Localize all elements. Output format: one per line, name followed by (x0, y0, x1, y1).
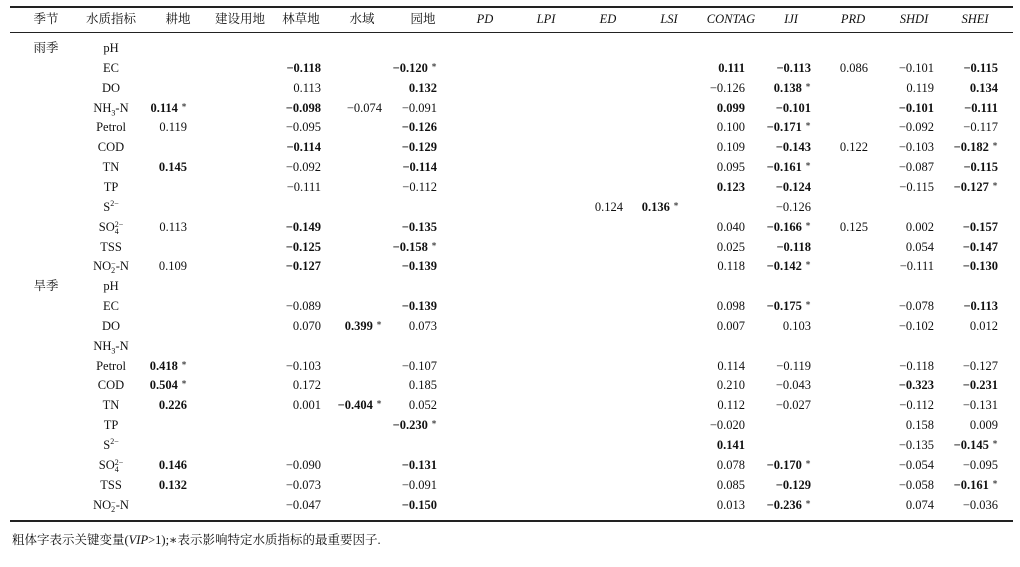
header-construction-land: 建设用地 (214, 12, 266, 26)
table-cell: 0.095 (716, 160, 745, 174)
table-cell: −0.058 (898, 478, 934, 492)
indicator-tss: TSS (100, 478, 122, 492)
table-cell: 0.113 (159, 220, 187, 234)
table-cell: 0.119 (159, 120, 187, 134)
indicator-s2: $S^{2-}$ (103, 198, 119, 214)
table-cell: −0.112 (899, 398, 934, 412)
table-cell: 0.100 (716, 120, 745, 134)
indicator-tp: TP (103, 418, 119, 432)
table-cell: 0.052 (408, 398, 437, 412)
key-factor-mark: ∗ (672, 199, 679, 209)
indicator-cod: COD (97, 140, 125, 154)
key-factor-mark: ∗ (991, 179, 998, 189)
table-cell: −0.130 (962, 259, 998, 273)
table-cell: −0.230 ∗ (392, 417, 437, 432)
header-shei: SHEI (961, 12, 989, 26)
table-cell: −0.175 ∗ (766, 298, 811, 313)
table-cell: −0.115 (963, 61, 998, 75)
table-cell: −0.095 (285, 120, 321, 134)
table-cell: −0.147 (962, 240, 998, 254)
table-cell: 0.185 (408, 378, 437, 392)
key-factor-mark: ∗ (375, 397, 382, 407)
table-cell: −0.142 ∗ (766, 258, 811, 273)
table-cell: 0.012 (969, 319, 998, 333)
table-cell: −0.111 (964, 101, 998, 115)
table-cell: 0.146 (158, 458, 187, 472)
key-factor-mark: ∗ (180, 377, 187, 387)
indicator-no2-n: NO − 2 -N (93, 259, 129, 276)
table-cell: −0.120 ∗ (392, 60, 437, 75)
header-indicator: 水质指标 (85, 12, 137, 26)
table-cell: −0.113 (963, 299, 998, 313)
note-text: 粗体字表示关键变量(VIP>1);∗表示影响特定水质指标的最重要因子. (12, 533, 381, 547)
indicator-petrol: Petrol (96, 120, 126, 134)
table-cell: 0.001 (292, 398, 321, 412)
table-cell: 0.078 (716, 458, 745, 472)
table-cell: −0.126 (401, 120, 437, 134)
table-cell: −0.087 (898, 160, 934, 174)
table-cell: 0.109 (158, 259, 187, 273)
table-cell: −0.126 (775, 200, 811, 214)
table-cell: 0.085 (716, 478, 745, 492)
indicator-ph: pH (103, 279, 119, 293)
table-cell: −0.127 (285, 259, 321, 273)
table-cell: 0.158 (905, 418, 934, 432)
indicator-cod: COD (97, 378, 125, 392)
indicator-tn: TN (102, 160, 120, 174)
table-cell: −0.114 (286, 140, 321, 154)
key-factor-mark: ∗ (991, 477, 998, 487)
table-cell: −0.074 (346, 101, 382, 115)
table-cell: 0.141 (716, 438, 745, 452)
table-cell: 0.504 ∗ (149, 377, 187, 392)
header-pd: PD (476, 12, 494, 26)
key-factor-mark: ∗ (804, 219, 811, 229)
table-cell: −0.020 (709, 418, 745, 432)
table-cell: −0.101 (775, 101, 811, 115)
table-cell: −0.118 (286, 61, 321, 75)
table-cell: −0.103 (285, 359, 321, 373)
header-rule (10, 32, 1013, 33)
table-cell: −0.054 (898, 458, 934, 472)
table-cell: 0.025 (716, 240, 745, 254)
key-factor-mark: ∗ (804, 119, 811, 129)
indicator-ec: EC (103, 61, 119, 75)
table-cell: −0.170 ∗ (766, 457, 811, 472)
indicator-ph: pH (103, 41, 119, 55)
header-season: 季节 (33, 12, 59, 26)
indicator-do: DO (101, 319, 121, 333)
table-cell: −0.323 (898, 378, 934, 392)
indicator-tp: TP (103, 180, 119, 194)
table-cell: −0.131 (962, 398, 998, 412)
key-factor-mark: ∗ (804, 80, 811, 90)
table-cell: 0.073 (408, 319, 437, 333)
table-cell: −0.139 (401, 299, 437, 313)
table-cell: −0.171 ∗ (766, 119, 811, 134)
table-cell: 0.113 (293, 81, 321, 95)
table-cell: 0.114 (717, 359, 745, 373)
indicator-ec: EC (103, 299, 119, 313)
table-cell: −0.135 (401, 220, 437, 234)
key-factor-mark: ∗ (180, 100, 187, 110)
table-cell: 0.172 (292, 378, 321, 392)
table-cell: 0.054 (905, 240, 934, 254)
table-cell: −0.143 (775, 140, 811, 154)
key-factor-mark: ∗ (991, 437, 998, 447)
table-cell: 0.098 (716, 299, 745, 313)
table-cell: −0.117 (963, 120, 998, 134)
season-label-1: 旱季 (33, 279, 59, 293)
table-cell: 0.210 (716, 378, 745, 392)
table-cell: −0.111 (286, 180, 321, 194)
key-factor-mark: ∗ (430, 239, 437, 249)
table-cell: 0.132 (408, 81, 437, 95)
indicator-s2: $S^{2-}$ (103, 436, 119, 452)
table-cell: −0.103 (898, 140, 934, 154)
table-cell: −0.092 (898, 120, 934, 134)
table-cell: 0.136 ∗ (641, 199, 679, 214)
indicator-so42: SO 2− 4 (98, 220, 124, 237)
header-contag: CONTAG (706, 12, 756, 26)
table-cell: −0.043 (775, 378, 811, 392)
table-cell: 0.122 (839, 140, 868, 154)
table-cell: −0.166 ∗ (766, 219, 811, 234)
table-cell: 0.099 (716, 101, 745, 115)
table-cell: 0.399 ∗ (344, 318, 382, 333)
table-cell: 0.103 (782, 319, 811, 333)
table-cell: 0.112 (717, 398, 745, 412)
table-cell: 0.138 ∗ (773, 80, 811, 95)
table-cell: −0.404 ∗ (337, 397, 382, 412)
table-cell: −0.091 (401, 478, 437, 492)
table-cell: 0.074 (905, 498, 934, 512)
indicator-no2-n: NO − 2 -N (93, 498, 129, 515)
table-cell: 0.418 ∗ (149, 358, 187, 373)
table-cell: −0.111 (899, 259, 934, 273)
table-cell: −0.150 (401, 498, 437, 512)
indicator-tn: TN (102, 398, 120, 412)
table-cell: −0.129 (775, 478, 811, 492)
table-cell: −0.182 ∗ (953, 139, 998, 154)
header-garden-land: 园地 (410, 12, 436, 26)
table-cell: −0.158 ∗ (392, 239, 437, 254)
header-iji: IJI (784, 12, 798, 26)
table-cell: −0.090 (285, 458, 321, 472)
key-factor-mark: ∗ (804, 159, 811, 169)
table-cell: −0.129 (401, 140, 437, 154)
table-cell: −0.118 (899, 359, 934, 373)
top-rule (10, 6, 1013, 8)
table-cell: −0.161 ∗ (766, 159, 811, 174)
table-cell: −0.101 (898, 101, 934, 115)
key-factor-mark: ∗ (804, 497, 811, 507)
table-cell: −0.135 (898, 438, 934, 452)
table-cell: 0.118 (717, 259, 745, 273)
key-factor-mark: ∗ (375, 318, 382, 328)
table-cell: −0.126 (709, 81, 745, 95)
table-cell: −0.131 (401, 458, 437, 472)
table-cell: 0.111 (718, 61, 745, 75)
table-cell: −0.047 (285, 498, 321, 512)
header-forest-grass: 林草地 (282, 12, 320, 26)
table-cell: −0.119 (776, 359, 811, 373)
key-factor-mark: ∗ (991, 139, 998, 149)
table-cell: −0.102 (898, 319, 934, 333)
table-cell: −0.149 (285, 220, 321, 234)
table-cell: 0.145 (158, 160, 187, 174)
season-label-0: 雨季 (33, 41, 59, 55)
table-cell: 0.002 (905, 220, 934, 234)
table-cell: 0.086 (839, 61, 868, 75)
header-ed: ED (599, 12, 617, 26)
table-cell: 0.134 (969, 81, 998, 95)
table-cell: 0.007 (716, 319, 745, 333)
table-cell: −0.092 (285, 160, 321, 174)
table-cell: −0.095 (962, 458, 998, 472)
table-cell: −0.112 (402, 180, 437, 194)
header-lpi: LPI (536, 12, 556, 26)
table-cell: −0.101 (898, 61, 934, 75)
table-cell: −0.145 ∗ (953, 437, 998, 452)
table-cell: −0.107 (401, 359, 437, 373)
table-cell: −0.036 (962, 498, 998, 512)
table-cell: −0.231 (962, 378, 998, 392)
indicator-so42: SO 2− 4 (98, 458, 124, 475)
table-cell: −0.124 (775, 180, 811, 194)
table-cell: 0.070 (292, 319, 321, 333)
table-cell: −0.113 (776, 61, 811, 75)
indicator-petrol: Petrol (96, 359, 126, 373)
key-factor-mark: ∗ (804, 298, 811, 308)
table-cell: 0.114 ∗ (150, 100, 187, 115)
table-cell: −0.157 (962, 220, 998, 234)
table-cell: −0.073 (285, 478, 321, 492)
table-cell: 0.123 (716, 180, 745, 194)
table-cell: −0.098 (285, 101, 321, 115)
table-cell: −0.115 (963, 160, 998, 174)
table-cell: 0.119 (906, 81, 934, 95)
table-cell: −0.125 (285, 240, 321, 254)
table-cell: 0.009 (969, 418, 998, 432)
table-cell: −0.139 (401, 259, 437, 273)
table-cell: −0.078 (898, 299, 934, 313)
table-cell: 0.109 (716, 140, 745, 154)
key-factor-mark: ∗ (180, 358, 187, 368)
header-prd: PRD (840, 12, 866, 26)
indicator-do: DO (101, 81, 121, 95)
bottom-rule (10, 520, 1013, 522)
table-cell: −0.115 (899, 180, 934, 194)
table-cell: −0.127 (962, 359, 998, 373)
key-factor-mark: ∗ (804, 258, 811, 268)
table-cell: −0.236 ∗ (766, 497, 811, 512)
header-shdi: SHDI (899, 12, 929, 26)
key-factor-mark: ∗ (804, 457, 811, 467)
table-cell: −0.118 (776, 240, 811, 254)
table-cell: 0.040 (716, 220, 745, 234)
key-factor-mark: ∗ (430, 60, 437, 70)
table-cell: −0.027 (775, 398, 811, 412)
indicator-nh3-n: $NH_3-N$ (93, 101, 129, 118)
indicator-nh3-n: $NH_3-N$ (93, 339, 129, 356)
indicator-tss: TSS (100, 240, 122, 254)
table-cell: 0.132 (158, 478, 187, 492)
table-cell: −0.161 ∗ (953, 477, 998, 492)
table-note (12, 530, 381, 548)
header-lsi: LSI (660, 12, 678, 26)
table-cell: 0.124 (594, 200, 623, 214)
header-cropland: 耕地 (165, 12, 191, 26)
key-factor-mark: ∗ (430, 417, 437, 427)
table-cell: −0.114 (402, 160, 437, 174)
table-cell: 0.125 (839, 220, 868, 234)
table-cell: −0.127 ∗ (953, 179, 998, 194)
table-cell: 0.013 (716, 498, 745, 512)
table-cell: −0.089 (285, 299, 321, 313)
table-cell: −0.091 (401, 101, 437, 115)
table-cell: 0.226 (158, 398, 187, 412)
header-water-area: 水域 (349, 12, 375, 26)
